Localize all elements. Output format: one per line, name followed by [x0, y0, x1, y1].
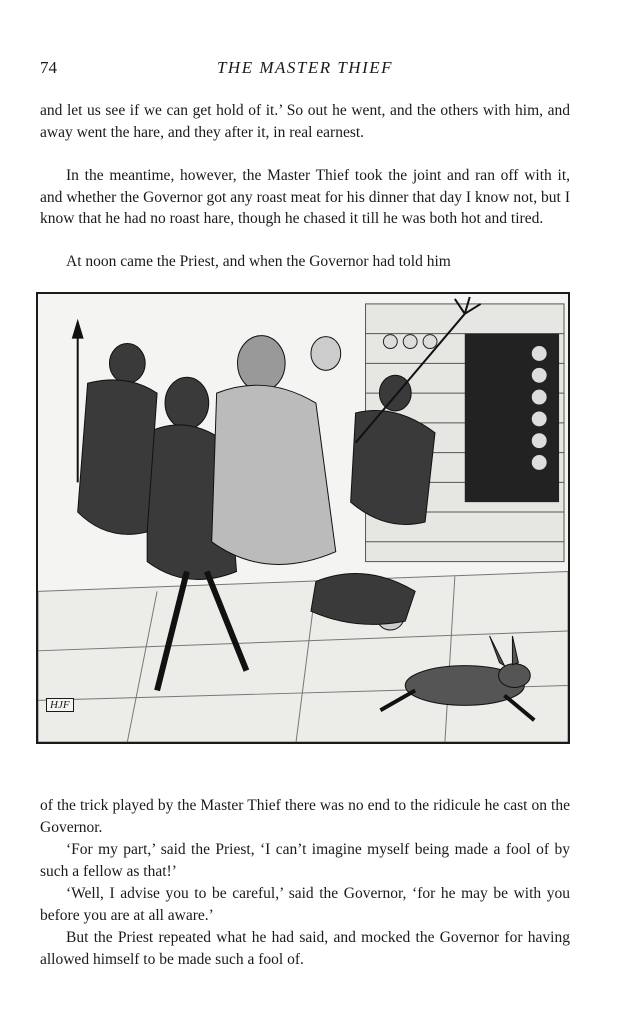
engraving-image	[38, 294, 568, 742]
artist-monogram: HJF	[46, 698, 74, 712]
paragraph-governor-quote: ‘Well, I advise you to be careful,’ said the Governor, ‘for he may be with you before you are at all aware.’	[40, 885, 570, 924]
paragraph-continued: and let us see if we can get hold of it.’ So out he went, and the others with him, and away went the hare, and they after it, in real earnest.	[40, 102, 570, 141]
paragraph-priest-mocked: But the Priest repeated what he had said, and mocked the Governor for having allowed himself to be made such a fool of.	[40, 929, 570, 968]
spear-tip	[72, 319, 84, 339]
page-header	[40, 58, 570, 82]
page-number: 74	[40, 58, 57, 77]
running-title: THE MASTER THIEF	[216, 58, 394, 77]
paragraph-priest-at-noon: At noon came the Priest, and when the Governor had told him	[66, 253, 451, 270]
paragraph-trick-played: of the trick played by the Master Thief there was no end to the ridicule he cast on the Governor.	[40, 797, 570, 836]
paragraph-master-thief-ran-off: In the meantime, however, the Master Thief took the joint and ran off with it, and whether the Governor got any roast meat for his dinner that day I know not, but I know that he had no roast hare, though he chased it till he was both hot and tired.	[40, 167, 570, 227]
stone-floor	[38, 572, 568, 742]
illustration-chase-scene	[36, 292, 570, 744]
paragraph-priest-quote: ‘For my part,’ said the Priest, ‘I can’t imagine myself being made a fool of by such a fellow as that!’	[40, 841, 570, 880]
